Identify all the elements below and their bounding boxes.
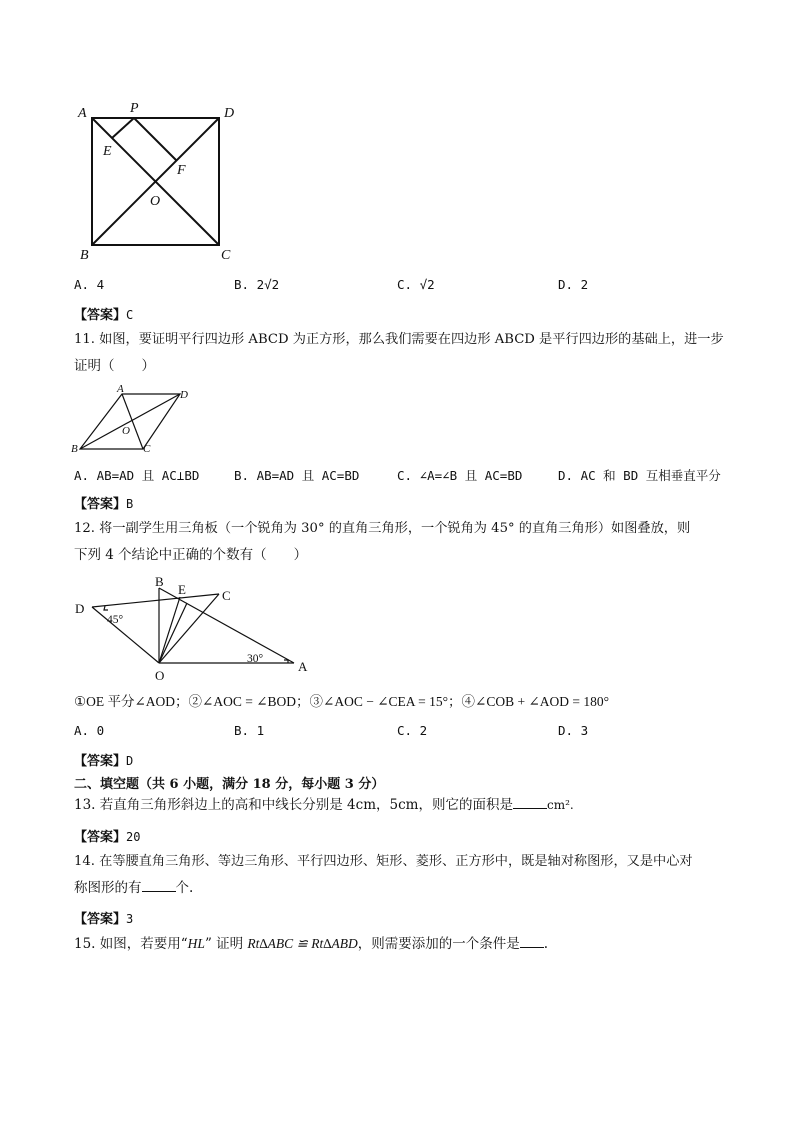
label-D: D (75, 601, 85, 616)
q10-option-b: B. 2√2 (234, 277, 280, 292)
q12-option-a: A. 0 (74, 723, 105, 738)
q15-math: Rt∆ABC ≌ Rt∆ABD (247, 936, 358, 951)
q14-stem-text: 称图形的有 (74, 880, 142, 896)
label-B: B (71, 443, 78, 455)
parallelogram-figure (65, 380, 195, 455)
q11-option-b: B. AB=AD 且 AC=BD (234, 468, 360, 483)
q12-stem-line1: 12. 将一副学生用三角板（一个锐角为 30° 的直角三角形，一个锐角为 45° 的直角三角形）如图叠放，则 (74, 521, 691, 536)
q15-stem-end: . (543, 936, 549, 952)
label-E: E (103, 144, 112, 159)
q14-stem-line2 (74, 882, 193, 896)
q11-answer (74, 493, 133, 512)
angle-45-label: 45° (107, 614, 124, 626)
q13-stem (74, 799, 574, 813)
label-A: A (117, 383, 124, 395)
q11-option-d: D. AC 和 BD 互相垂直平分 (558, 468, 721, 483)
answer-value: 3 (126, 912, 134, 926)
q11-stem-line2: 证明（ ） (74, 358, 155, 374)
q15-stem-text: ，则需要添加的一个条件是 (357, 936, 520, 952)
q12-option-b: B. 1 (234, 723, 265, 738)
label-A: A (78, 106, 87, 121)
answer-label: 【答案】 (74, 497, 127, 512)
q11-stem-line1: 11. 如图，要证明平行四边形 ABCD 为正方形，那么我们需要在四边形 ABCD 是平行四边形的基础上，进一步 (74, 332, 724, 347)
answer-value: 20 (126, 830, 141, 844)
q10-option-c: C. √2 (397, 277, 435, 292)
answer-label: 【答案】 (74, 912, 127, 927)
section-heading: 二、填空题（共 6 小题，满分 18 分，每小题 3 分） (74, 777, 385, 792)
label-C: C (221, 248, 231, 263)
label-A: A (298, 659, 308, 674)
angle-30-label: 30° (247, 653, 264, 665)
label-D: D (224, 106, 235, 121)
answer-value: B (126, 497, 134, 511)
triangle-set-figure (70, 570, 320, 685)
q12-conclusions: ①OE 平分∠AOD；②∠AOC = ∠BOD；③∠AOC − ∠CEA = 15°；④∠COB + ∠AOD = 180° (74, 694, 610, 709)
q12-stem-line2: 下列 4 个结论中正确的个数有（ ） (74, 547, 308, 563)
label-D: D (180, 389, 188, 401)
label-O: O (155, 668, 165, 683)
q15-stem-text: ” 证明 (204, 936, 248, 952)
q15-stem (74, 937, 548, 952)
square-figure (70, 95, 250, 270)
q12-option-c: C. 2 (397, 723, 428, 738)
label-F: F (177, 163, 186, 178)
q13-stem-text: 13. 若直角三角形斜边上的高和中线长分别是 4cm，5cm，则它的面积是 (74, 797, 513, 813)
label-B: B (80, 248, 89, 263)
q14-stem-end: 个. (175, 880, 194, 896)
answer-value: C (126, 308, 134, 322)
q12-answer (74, 750, 133, 769)
q15-hl: HL (187, 936, 205, 951)
answer-label: 【答案】 (74, 830, 127, 845)
q10-option-d: D. 2 (558, 277, 589, 292)
answer-blank (513, 808, 547, 809)
label-C: C (143, 443, 151, 455)
answer-blank (520, 947, 544, 948)
q11-option-c: C. ∠A=∠B 且 AC=BD (397, 468, 523, 483)
q10-answer (74, 304, 133, 323)
label-O: O (122, 425, 130, 437)
answer-label: 【答案】 (74, 754, 127, 769)
q10-option-a: A. 4 (74, 277, 105, 292)
label-B: B (155, 574, 164, 589)
answer-label: 【答案】 (74, 308, 127, 323)
answer-value: D (126, 754, 134, 768)
label-P: P (130, 101, 139, 116)
q13-stem-unit: cm². (546, 798, 574, 812)
label-C: C (222, 588, 231, 603)
q15-stem-text: 15. 如图，若要用“ (74, 936, 188, 952)
q14-stem-line1: 14. 在等腰直角三角形、等边三角形、平行四边形、矩形、菱形、正方形中，既是轴对称图形，又是中心对 (74, 854, 693, 869)
q11-option-a: A. AB=AD 且 AC⊥BD (74, 468, 200, 483)
q12-option-d: D. 3 (558, 723, 589, 738)
answer-blank (142, 891, 176, 892)
label-E: E (178, 582, 186, 597)
q14-answer (74, 908, 133, 927)
label-O: O (150, 194, 161, 209)
q13-answer (74, 826, 140, 845)
